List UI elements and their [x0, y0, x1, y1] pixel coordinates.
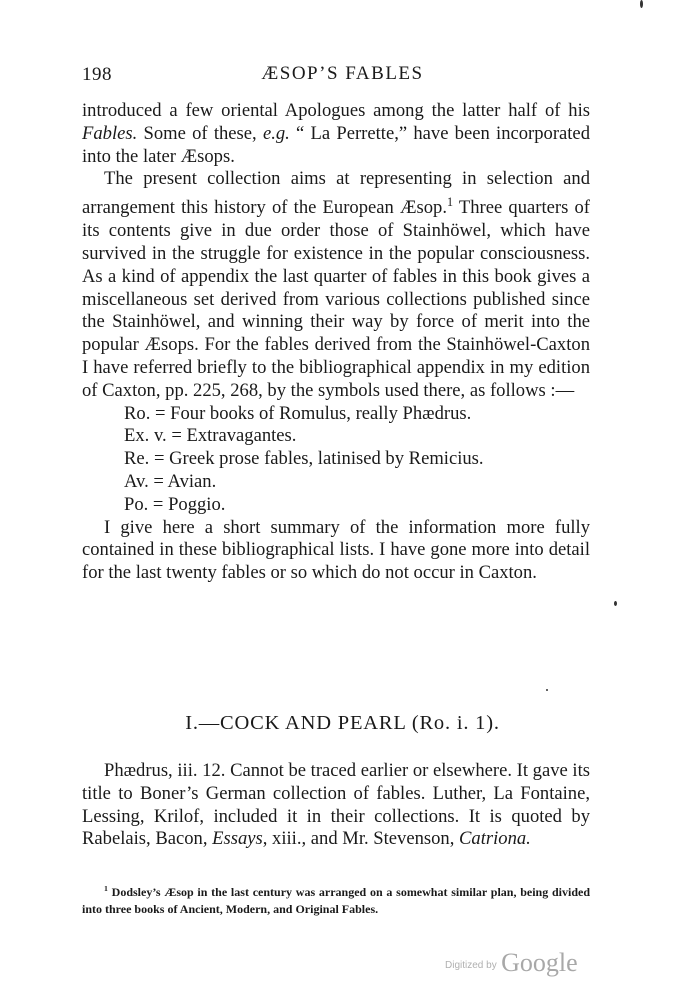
paragraph-intro-2: The present collection aims at representing in selection and arrangement this history of the European Æsop.$^1$ Three quarters of its contents give in due order those of Stainhöwel, which have survived in the struggle for existence in the popular consciousness. As a kind of appendix the last quarter of fables in this book gives a miscellaneous set derived from various collections published since the Stainhöwel, and winning their way by force of merit into the popular Æsops. For the fables derived from the Stainhöwel-Caxton I have referred briefly to the bibliographical appendix in my edition of Caxton, pp. 225, 268, by the symbols used there, as follows :— — [82, 168, 590, 401]
scan-speck — [546, 689, 548, 691]
footnote-marker: 1 — [104, 884, 108, 893]
paragraph-section: Phædrus, iii. 12. Cannot be traced earlier or elsewhere. It gave its title to Boner’s German collection of fables. Luther, La Fontaine, Lessing, Krilof, included it in their collections. It is quoted by Rabelais, Bacon, Essays, xiii., and Mr. Stevenson, Catriona. — [82, 760, 590, 850]
footnote-text: Dodsley’s Æsop in the last century was arranged on a somewhat similar plan, being divided into three books of Ancient, Modern, and Original Fables. — [82, 885, 590, 916]
footnote-reference: 1 — [447, 195, 454, 210]
paragraph-intro-1: introduced a few oriental Apologues among the latter half of his Fables. Some of these, e.g. “ La Perrette,” have been incorporated into the later Æsops. — [82, 100, 590, 167]
scan-speck — [640, 0, 643, 8]
symbol-item: Ex. v. = Extravagantes. — [124, 425, 297, 447]
symbol-item: Ro. = Four books of Romulus, really Phædrus. — [124, 402, 472, 424]
symbol-list — [124, 403, 590, 517]
symbol-item: Av. = Avian. — [124, 470, 217, 492]
running-head: ÆSOP’S FABLES — [261, 63, 424, 84]
symbol-item: Re. = Greek prose fables, latinised by Remicius. — [124, 448, 484, 470]
paragraph-intro-3: I give here a short summary of the information more fully contained in these bibliographical lists. I have gone more into detail for the last twenty fables or so which do not occur in Caxton. — [82, 516, 590, 584]
section-text — [82, 760, 590, 851]
body-text — [82, 100, 590, 585]
watermark — [445, 948, 578, 978]
section-heading: I.—COCK AND PEARL (Ro. i. 1). — [185, 712, 500, 734]
scan-speck — [614, 601, 617, 606]
symbol-item: Po. = Poggio. — [124, 493, 226, 515]
page-number: 198 — [82, 64, 112, 85]
google-logo: Google — [501, 948, 578, 977]
footnote — [82, 880, 590, 918]
watermark-prefix: Digitized by — [445, 960, 497, 971]
